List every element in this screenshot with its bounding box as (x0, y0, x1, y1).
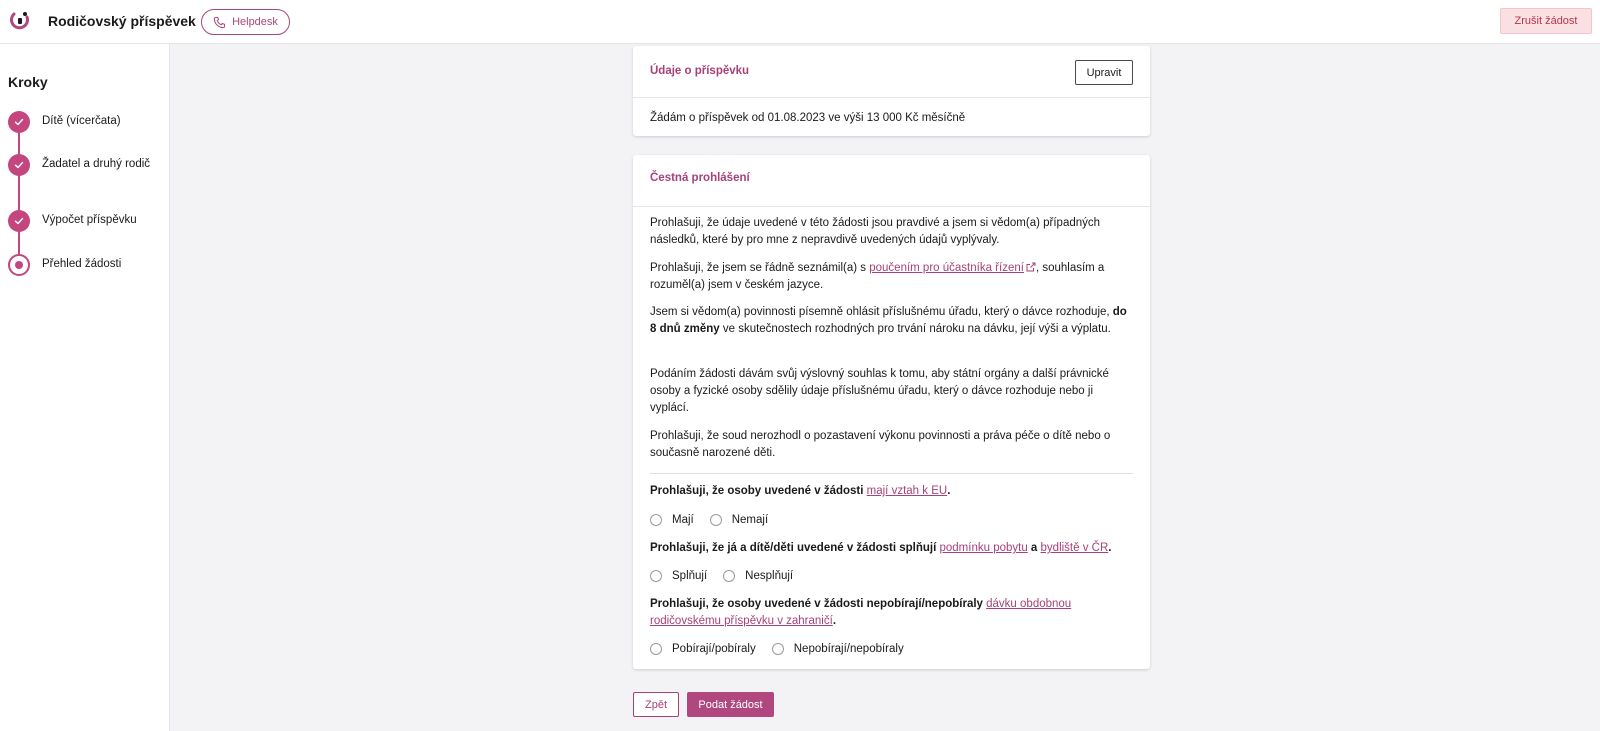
phone-icon (213, 16, 226, 29)
question-foreign-benefit (650, 596, 1133, 630)
check-icon (8, 210, 30, 232)
declaration-duty-report (650, 304, 1133, 338)
text: . (1108, 542, 1112, 554)
radio-label: Nepobírají/nepobíraly (793, 643, 904, 655)
radio-circle[interactable] (650, 643, 662, 655)
radio-not-meet[interactable] (723, 570, 793, 582)
back-button[interactable]: Zpět (633, 692, 679, 717)
radio-circle[interactable] (650, 570, 662, 582)
text: . (947, 485, 951, 497)
declaration-instructions (650, 260, 1133, 294)
submit-application-button[interactable]: Podat žádost (687, 692, 774, 717)
step-overview[interactable] (8, 254, 152, 276)
question-eu-relation (650, 483, 1133, 500)
radio-circle[interactable] (723, 570, 735, 582)
step-applicant[interactable] (8, 154, 152, 176)
card-title: Údaje o příspěvku (650, 65, 750, 77)
eu-relation-link[interactable]: mají vztah k EU (866, 485, 948, 497)
radio-label: Nesplňují (745, 570, 794, 582)
check-icon (8, 111, 30, 133)
app-title: Rodičovský příspěvek (48, 13, 196, 29)
domicile-link[interactable]: bydliště v ČR (1040, 542, 1109, 554)
radio-label: Mají (672, 514, 694, 526)
residence-condition-link[interactable]: podmínku pobytu (939, 542, 1028, 554)
declarations-card (633, 155, 1150, 669)
top-header (0, 0, 1600, 44)
text: Prohlašuji, že já a dítě/děti uvedené v žádosti splňují (650, 542, 940, 554)
check-icon (8, 154, 30, 176)
card-title: Čestná prohlášení (650, 172, 750, 184)
text: Prohlašuji, že osoby uvedené v žádosti nepobírají/nepobíraly (650, 598, 987, 610)
app-logo-icon (10, 11, 30, 31)
radio-circle[interactable] (710, 514, 722, 526)
step-label: Žadatel a druhý rodič (42, 158, 151, 170)
helpdesk-label: Helpdesk (232, 16, 278, 28)
eu-relation-options (650, 514, 784, 526)
radio-receive[interactable] (650, 643, 756, 655)
radio-circle[interactable] (650, 514, 662, 526)
step-child[interactable] (8, 111, 152, 133)
cancel-application-button[interactable]: Zrušit žádost (1500, 8, 1592, 34)
step-label: Přehled žádosti (42, 258, 122, 270)
foreign-benefit-options (650, 643, 920, 655)
card-header (633, 155, 1150, 207)
contribution-summary: Žádám o příspěvek od 01.08.2023 ve výši 13 000 Kč měsíčně (650, 112, 966, 124)
radio-meet[interactable] (650, 570, 707, 582)
residence-options (650, 570, 809, 582)
text: Prohlašuji, že jsem se řádně seznámil(a) s (650, 262, 870, 274)
radio-label: Pobírají/pobíraly (672, 643, 756, 655)
step-calculation[interactable] (8, 210, 152, 232)
steps-connector-line (18, 126, 20, 272)
steps-sidebar (0, 44, 170, 731)
text: Prohlašuji, že osoby uvedené v žádosti (650, 485, 867, 497)
external-link-icon (1026, 262, 1036, 272)
text: a (1027, 542, 1041, 554)
radio-have[interactable] (650, 514, 694, 526)
bold-text: do 8 dnů změny (650, 306, 1127, 335)
declaration-consent: Podáním žádosti dávám svůj výslovný souhlas k tomu, aby státní orgány a další právnické osoby a fyzické osoby sdělily údaje příslušnému úřadu, který o dávce rozhoduje nebo ji vyplácí. (650, 368, 1109, 414)
radio-circle[interactable] (772, 643, 784, 655)
radio-not-receive[interactable] (772, 643, 904, 655)
declaration-truthful: Prohlašuji, že údaje uvedené v této žádosti jsou pravdivé a jsem si vědom(a) případných následků, které by pro mne z nepravdivě uvedených údajů vyplývaly. (650, 217, 1101, 246)
step-label: Výpočet příspěvku (42, 214, 137, 226)
text: . (832, 615, 837, 627)
edit-button[interactable]: Upravit (1075, 60, 1133, 85)
foreign-benefit-link[interactable]: dávku obdobnou rodičovskému příspěvku v zahraničí (650, 598, 1072, 627)
divider (650, 473, 1133, 474)
text: ve skutečnostech rozhodných pro trvání nároku na dávku, její výši a výplatu. (719, 323, 1111, 335)
current-step-icon (8, 254, 30, 276)
step-label: Dítě (vícerčata) (42, 115, 121, 127)
radio-label: Splňují (672, 570, 708, 582)
radio-have-not[interactable] (710, 514, 768, 526)
radio-label: Nemají (731, 514, 769, 526)
question-residence (650, 540, 1133, 557)
steps-title: Kroky (8, 74, 48, 90)
instructions-link[interactable]: poučením pro účastníka řízení (869, 262, 1024, 274)
card-header (633, 46, 1150, 98)
text: , souhlasím a rozuměl(a) jsem v českém jazyce. (650, 262, 1105, 291)
text: Jsem si vědom(a) povinnosti písemně ohlásit příslušnému úřadu, který o dávce rozhoduje, (650, 306, 1113, 318)
declaration-court: Prohlašuji, že soud nerozhodl o pozastavení výkonu povinnosti a práva péče o dítě nebo o současně narozené děti. (650, 430, 1111, 459)
helpdesk-button[interactable] (201, 9, 290, 35)
contribution-card (633, 46, 1150, 136)
